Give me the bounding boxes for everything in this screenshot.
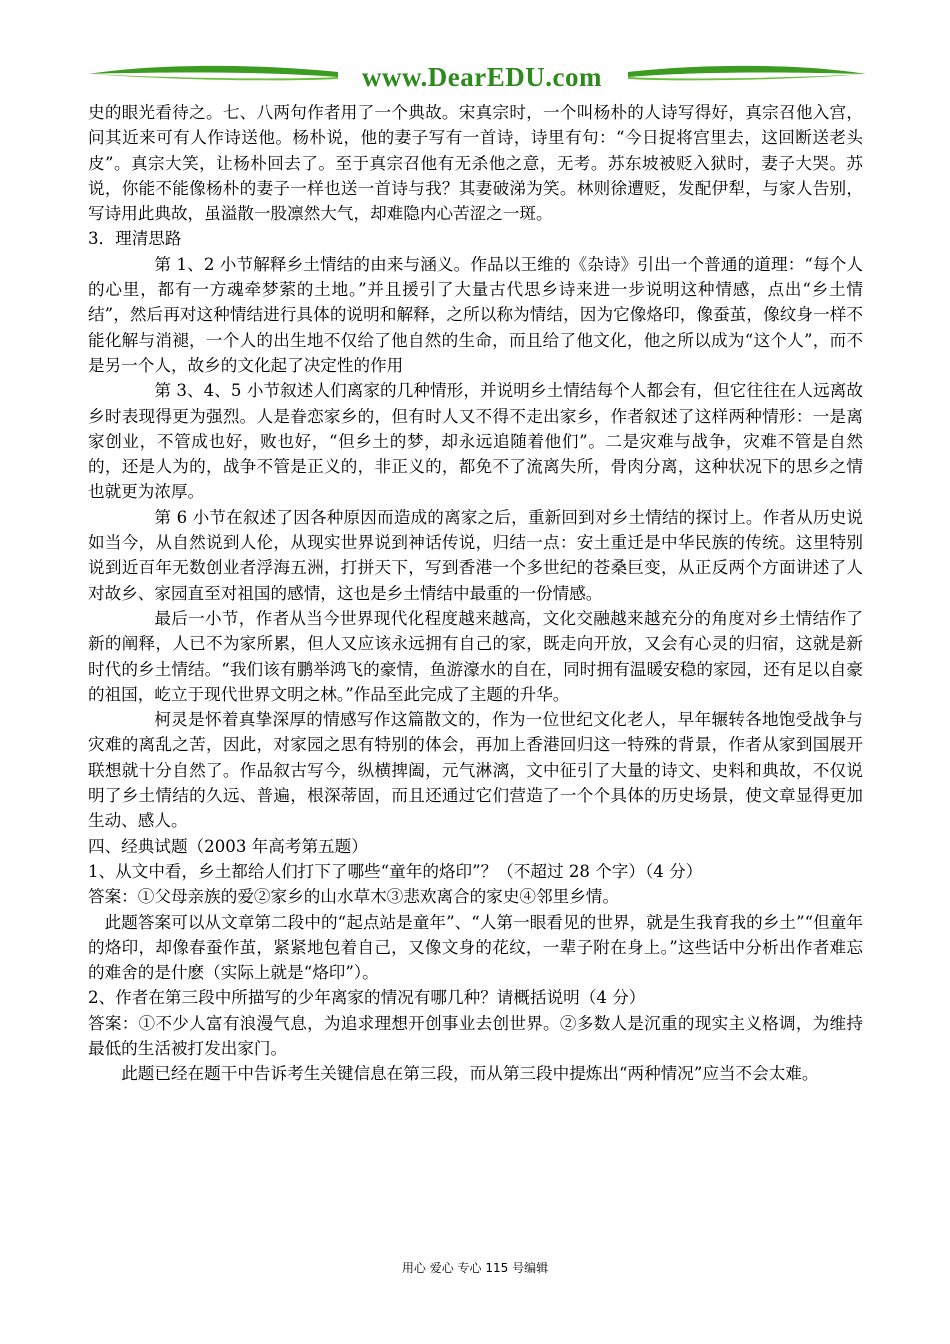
paragraph-sections-1-2: 第 1、2 小节解释乡土情结的由来与涵义。作品以王维的《杂诗》引出一个普通的道理：“每个人的心里，都有一方魂牵梦萦的土地。”并且援引了大量古代思乡诗来进一步说明这种情感，点出“乡土情结”，然后再对这种情结进行具体的说明和解释，之所以称为情结，因为它像烙印，像蚕茧，像纹身一样不能化解与消褪，一个人的出生地不仅给了他自然的生命，而且给了他文化，他之所以成为“这个人”，而不是另一个人，故乡的文化起了决定性的作用 (88, 254, 863, 375)
paragraph-author-summary: 柯灵是怀着真挚深厚的情感写作这篇散文的，作为一位世纪文化老人，早年辗转各地饱受战争与灾难的离乱之苦，因此，对家园之思有特别的体会，再加上香港回归这一特殊的背景，作者从家到国展开联想就十分自然了。作品叙古写今，纵横捭阖，元气淋漓，文中征引了大量的诗文、史料和典故，不仅说明了乡土情结的久远、普遍，根深蒂固，而且还通过它们营造了一个个具体的历史场景，使文章显得更加生动、感人。 (88, 710, 863, 831)
section-heading-exam: 四、经典试题（2003 年高考第五题） (88, 836, 368, 856)
explanation-2: 此题已经在题干中告诉考生关键信息在第三段，而从第三段中提炼出“两种情况”应当不会太难。 (121, 1064, 819, 1084)
paragraph-section-6: 第 6 小节在叙述了因各种原因而造成的离家之后，重新回到对乡土情结的探讨上。作者从历史说如当今，从自然说到人伦，从现实世界说到神话传说，归结一点：安土重迁是中华民族的传统。这里特别说到近百年无数创业者浮海五洲，打拼天下，写到香港一个多世纪的苍桑巨变，从正反两个方面讲述了人对故乡、家园直至对祖国的感情，这也是乡土情结中最重的一份情感。 (88, 507, 863, 603)
paragraph-allusion: 史的眼光看待之。七、八两句作者用了一个典故。宋真宗时，一个叫杨朴的人诗写得好，真宗召他入宫，问其近来可有人作诗送他。杨朴说，他的妻子写有一首诗，诗里有句：“今日捉将宫里去，这回断送老头皮”。真宗大笑，让杨朴回去了。至于真宗召他有无杀他之意，无考。苏东坡被贬入狱时，妻子大哭。苏说，你能不能像杨朴的妻子一样也送一首诗与我？其妻破涕为笑。林则徐遭贬，发配伊犁，与家人告别，写诗用此典故，虽溢散一股凛然大气，却难隐内心苦涩之一斑。 (88, 103, 863, 224)
site-header (88, 58, 866, 98)
document-body (88, 100, 863, 1087)
answer-2: 答案：①不少人富有浪漫气息，为追求理想开创事业去创世界。②多数人是沉重的现实主义格调，为维持最低的生活被打发出家门。 (88, 1013, 863, 1058)
paragraph-sections-3-5: 第 3、4、5 小节叙述人们离家的几种情形，并说明乡土情结每个人都会有，但它往往在人远离故乡时表现得更为强烈。人是眷恋家乡的，但有时人又不得不走出家乡，作者叙述了这样两种情形：一是离家创业，不管成也好，败也好，“但乡土的梦，却永远追随着他们”。二是灾难与战争，灾难不管是自然的，还是人为的，战争不管是正义的，非正义的，都免不了流离失所，骨肉分离，这种状况下的思乡之情也就更为浓厚。 (88, 381, 863, 502)
question-1: 1、从文中看，乡土都给人们打下了哪些“童年的烙印”？（不超过 28 个字）（4 分） (88, 861, 703, 881)
site-logo: www.DearEDU.com (362, 62, 602, 92)
question-2: 2、作者在第三段中所描写的少年离家的情况有哪几种？请概括说明（4 分） (88, 988, 646, 1008)
explanation-1: 此题答案可以从文章第二段中的“起点站是童年”、“人第一眼看见的世界，就是生我育我的乡土”“但童年的烙印，却像春蚕作茧，紧紧地包着自己，又像文身的花纹，一辈子附在身上。”这些话中分析出作者难忘的难舍的是什麽（实际上就是“烙印”）。 (88, 912, 863, 983)
paragraph-last-section: 最后一小节，作者从当今世界现代化程度越来越高，文化交融越来越充分的角度对乡土情结作了新的阐释，人已不为家所累，但人又应该永远拥有自己的家，既走向开放，又会有心灵的归宿，这就是新时代的乡土情结。“我们该有鹏举鸿飞的豪情，鱼游濠水的自在，同时拥有温暖安稳的家园，还有足以自豪的祖国，屹立于现代世界文明之林。”作品至此完成了主题的升华。 (88, 608, 863, 704)
page-footer: 用心 爱心 专心 115 号编辑 (401, 1261, 549, 1275)
section-heading-structure: 3．理清思路 (88, 229, 182, 249)
answer-1: 答案：①父母亲族的爱②家乡的山水草木③悲欢离合的家史④邻里乡情。 (88, 887, 619, 907)
